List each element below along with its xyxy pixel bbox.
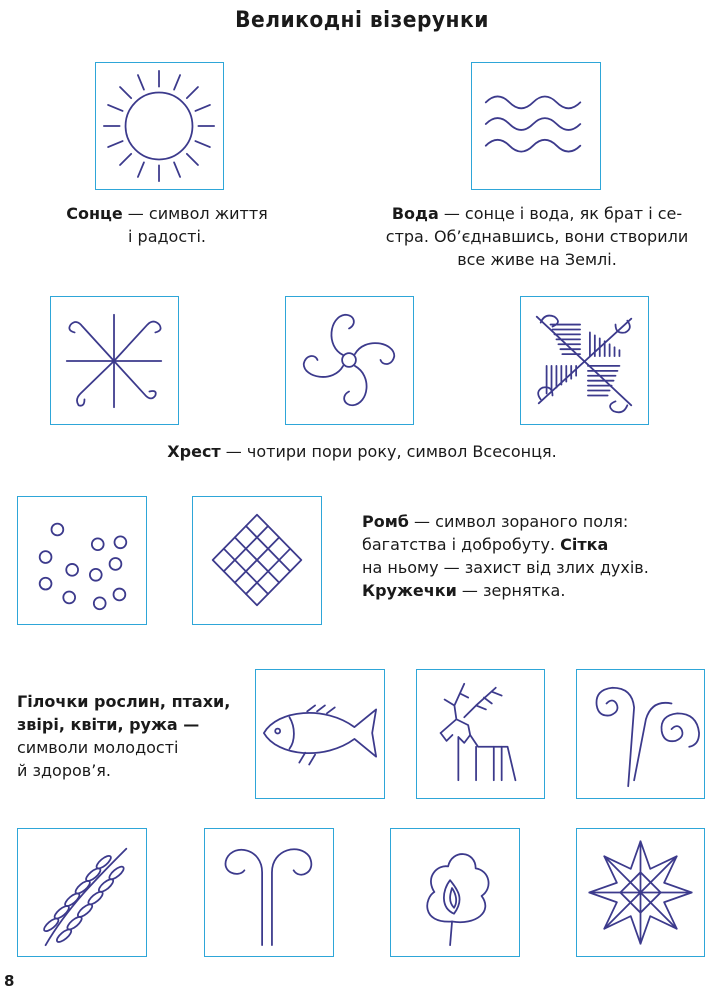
water-term: Вода [391,204,439,223]
circles-symbol-frame [17,496,147,625]
plants-term-line1: Гілочки рослин, птахи, [17,692,231,711]
hatched-cross-icon [521,297,648,424]
star-symbol-frame [576,828,705,957]
water-text-line2: стра. Об’єднавшись, вони створили [385,227,689,246]
plants-term-line2: звірі, квіти, ружа — [17,715,200,734]
leaf-symbol-frame [390,828,520,957]
rhomb-caption [362,510,712,602]
cross-text: — чотири пори року, символ Всесонця. [220,442,557,461]
swirl-cross-icon [286,297,413,424]
water-text: — сонце і вода, як брат і се- [438,204,683,223]
circles-text: — зернятка. [456,581,566,600]
rhomb-grid-icon [193,497,321,624]
sun-symbol-frame [95,62,224,190]
cross-term: Хрест [167,442,221,461]
rhomb-symbol-frame [192,496,322,625]
sun-term: Сонце [66,204,123,223]
spirals-symbol-frame [576,669,705,799]
plants-caption [17,690,247,782]
circles-term: Кружечки [362,581,457,600]
eight-point-star-icon [577,829,704,956]
page-title: Великодні візерунки [235,8,489,33]
ram-symbol-frame [204,828,334,957]
deer-icon [417,670,544,798]
leaf-flower-icon [391,829,519,956]
spirals-icon [577,670,704,798]
grid-term: Сітка [560,535,609,554]
sun-text-line2: і радості. [128,227,206,246]
water-caption [372,202,702,271]
ram-horns-icon [205,829,333,956]
fish-symbol-frame [255,669,385,799]
sun-icon [96,63,223,189]
plants-text-line4: й здоров’я. [17,761,112,780]
branch-symbol-frame [17,828,147,957]
swirl-symbol-frame [285,296,414,425]
sun-text: — символ життя [122,204,268,223]
fish-icon [256,670,384,798]
cross-symbol-frame [50,296,179,425]
hatched-cross-frame [520,296,649,425]
branch-icon [18,829,146,956]
cross-curled-icon [51,297,178,424]
water-symbol-frame [471,62,601,190]
sun-caption [52,202,282,248]
deer-symbol-frame [416,669,545,799]
water-waves-icon [472,63,600,189]
rhomb-text-line3: на ньому — захист від злих духів. [362,558,649,577]
cross-caption [0,440,724,463]
rhomb-term: Ромб [362,512,409,531]
water-text-line3: все живе на Землі. [457,250,617,269]
rhomb-text-line2: багатства і добробуту. [362,535,561,554]
page-number: 8 [4,972,15,990]
plants-text-line3: символи молодості [17,738,179,757]
circles-icon [18,497,146,624]
rhomb-text: — символ зораного поля: [408,512,629,531]
